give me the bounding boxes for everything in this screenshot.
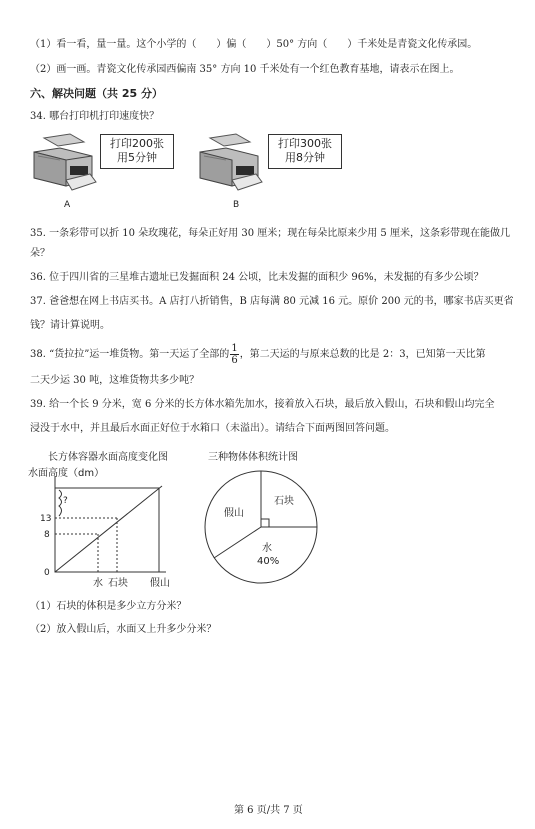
question-38-text-after: ，第二天运的与原来总数的比是 2：3，已知第一天比第 — [239, 349, 486, 360]
printer-a-callout-line2: 用5分钟 — [117, 151, 157, 164]
question-35-line2: 朵？ — [30, 248, 50, 259]
question-38-line2: 二天少运 30 吨，这堆货物共多少吨？ — [30, 375, 200, 386]
x-label-water: 水 — [93, 578, 103, 589]
fraction-one-sixth — [230, 343, 238, 366]
question-35-line1: 35. 一条彩带可以折 10 朵玫瑰花，每朵正好用 30 厘米；现在每朵比原来少用 5 厘米，这条彩带现在能做几 — [30, 228, 510, 239]
pie-percent-water: 40% — [257, 556, 280, 567]
brace-icon — [59, 490, 62, 516]
pie-label-stone: 石块 — [274, 496, 294, 507]
section-heading: 六、解决问题（共 25 分） — [30, 87, 163, 100]
y-tick-0: 0 — [44, 568, 50, 578]
question-38-line1 — [30, 342, 486, 368]
printer-b-label: B — [233, 200, 240, 210]
pie-label-water: 水 — [262, 543, 272, 554]
x-label-rockery: 假山 — [150, 578, 170, 589]
question-39-line2: 浸没于水中，并且最后水面正好位于水箱口（未溢出）。请结合下面两图回答问题。 — [30, 423, 395, 434]
pie-chart-title: 三种物体体积统计图 — [208, 452, 298, 463]
water-level-chart — [28, 448, 198, 594]
question-mark-label: ? — [63, 496, 68, 506]
question-part-1: （1）看一看，量一量。这个小学的（ ）偏（ ）50° 方向（ ）千米处是青瓷文化传承园。 — [30, 39, 478, 50]
page-footer: 第 6 页/共 7 页 — [234, 805, 303, 816]
printer-b-callout-line2: 用8分钟 — [285, 151, 325, 164]
question-34: 34. 哪台打印机打印速度快？ — [30, 111, 160, 122]
line-chart-title: 长方体容器水面高度变化图 — [48, 452, 168, 463]
line-chart-ylabel: 水面高度（dm） — [28, 468, 105, 479]
printer-a-icon — [30, 130, 98, 196]
question-37-line1: 37. 爸爸想在网上书店买书。A 店打八折销售，B 店每满 80 元减 16 元。原价 200 元的书，哪家书店买更省 — [30, 296, 514, 307]
y-tick-13: 13 — [40, 514, 52, 524]
x-label-stone: 石块 — [108, 578, 128, 589]
volume-pie-chart — [196, 448, 336, 590]
fraction-denominator: 6 — [231, 355, 238, 366]
question-39-part-2: （2）放入假山后，水面又上升多少分米？ — [30, 624, 217, 635]
printer-a-callout-line1: 打印200张 — [110, 137, 164, 150]
printer-b-callout — [268, 134, 342, 169]
printer-a-label: A — [64, 200, 71, 210]
question-39-line1: 39. 给一个长 9 分米，宽 6 分米的长方体水箱先加水，接着放入石块，最后放入假山，石块和假山均完全 — [30, 399, 495, 410]
fraction-numerator: 1 — [231, 343, 238, 354]
question-part-2: （2）画一画。青瓷文化传承园西偏南 35° 方向 10 千米处有一个红色教育基地，请表示在图上。 — [30, 64, 460, 75]
question-38-text-before: 38. “货拉拉”运一堆货物。第一天运了全部的 — [30, 349, 230, 360]
printer-b-icon — [196, 130, 264, 196]
printer-a-callout — [100, 134, 174, 169]
question-37-line2: 钱？请计算说明。 — [30, 320, 110, 331]
question-36: 36. 位于四川省的三星堆古遗址已发掘面积 24 公顷，比未发掘的面积少 96%，未发掘的有多少公顷？ — [30, 272, 484, 283]
pie-label-rockery: 假山 — [224, 508, 244, 519]
water-level-line — [55, 486, 162, 572]
question-39-part-1: （1）石块的体积是多少立方分米？ — [30, 601, 187, 612]
y-tick-8: 8 — [44, 530, 50, 540]
printer-b-callout-line1: 打印300张 — [278, 137, 332, 150]
